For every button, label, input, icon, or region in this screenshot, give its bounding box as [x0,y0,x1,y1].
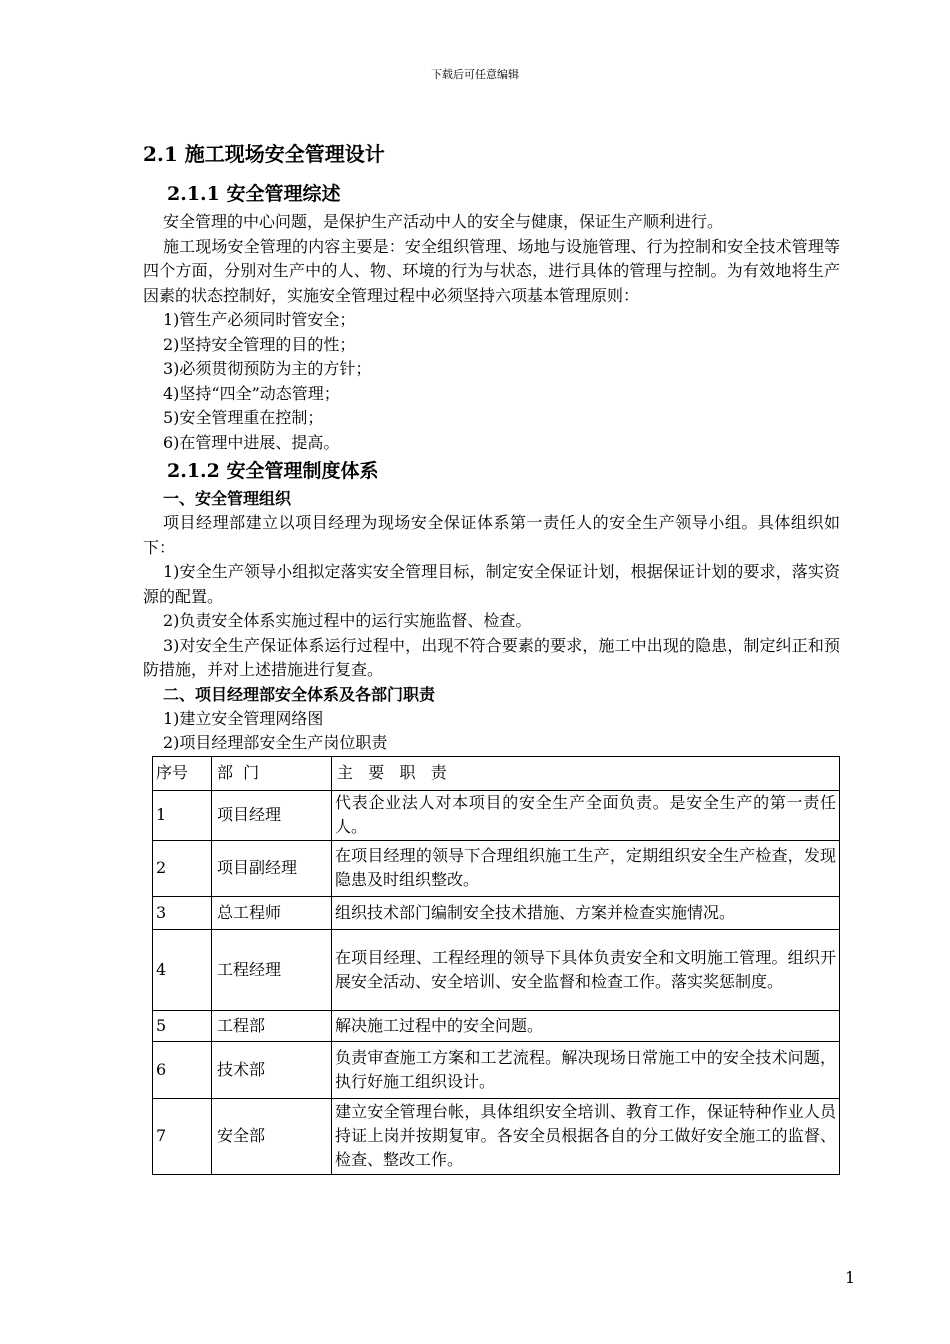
row-department: 项目副经理 [212,840,332,896]
header-duties: 主 要 职 责 [332,756,840,790]
part-title-organization: 一、安全管理组织 [163,489,292,508]
table-row [153,1010,840,1041]
part-title-responsibilities: 二、项目经理部安全体系及各部门职责 [163,684,436,704]
principle-item: 6)在管理中进展、提高。 [163,432,340,452]
table-header-row [153,756,840,790]
row-department: 工程经理 [212,929,332,1010]
table-row [153,1098,840,1174]
responsibility-item: 1)建立安全管理网络图 [163,708,324,728]
row-department: 安全部 [212,1098,332,1174]
principle-item: 1)管生产必须同时管安全； [163,310,356,329]
row-duty: 代表企业法人对本项目的安全生产全面负责。是安全生产的第一责任人。 [332,790,840,840]
section-title: 2.1 施工现场安全管理设计 [143,142,385,166]
row-department: 总工程师 [212,896,332,929]
principle-item: 3)必须贯彻预防为主的方针； [163,359,372,378]
row-duty: 组织技术部门编制安全技术措施、方案并检查实施情况。 [332,896,840,929]
row-duty: 建立安全管理台帐，具体组织安全培训、教育工作，保证特种作业人员持证上岗并按期复审。各安全员根据各自的分工做好安全施工的监督、检查、整改工作。 [332,1098,840,1174]
row-number: 3 [153,896,212,929]
row-department: 工程部 [212,1010,332,1041]
paragraph-organization: 项目经理部建立以项目经理为现场安全保证体系第一责任人的安全生产领导小组。具体组织如下： [143,513,840,557]
row-duty: 在项目经理、工程经理的领导下具体负责安全和文明施工管理。组织开展安全活动、安全培训、安全监督和检查工作。落实奖惩制度。 [332,929,840,1010]
principle-item: 2)坚持安全管理的目的性； [163,334,356,354]
row-duty: 在项目经理的领导下合理组织施工生产，定期组织安全生产检查，发现隐患及时组织整改。 [332,840,840,896]
principle-item: 5)安全管理重在控制； [163,408,324,427]
header-note: 下载后可任意编辑 [431,68,519,81]
organization-item: 3)对安全生产保证体系运行过程中，出现不符合要素的要求，施工中出现的隐患，制定纠正和预防措施，并对上述措施进行复查。 [143,635,840,679]
subsection-title-overview: 2.1.1 安全管理综述 [167,183,341,205]
row-number: 2 [153,840,212,896]
organization-item: 1)安全生产领导小组拟定落实安全管理目标，制定安全保证计划，根据保证计划的要求，落实资源的配置。 [143,562,840,606]
row-department: 技术部 [212,1041,332,1098]
row-number: 1 [153,790,212,840]
header-department: 部 门 [212,756,332,790]
table-row [153,790,840,840]
subsection-title-system: 2.1.2 安全管理制度体系 [167,460,379,482]
table-row [153,929,840,1010]
paragraph-overview-2: 施工现场安全管理的内容主要是：安全组织管理、场地与设施管理、行为控制和安全技术管理等四个方面，分别对生产中的人、物、环境的行为与状态，进行具体的管理与控制。为有效地将生产因素的状态控制好，实施安全管理过程中必须坚持六项基本管理原则： [143,236,840,305]
row-number: 4 [153,929,212,1010]
row-number: 6 [153,1041,212,1098]
table-row [153,1041,840,1098]
table-row [153,896,840,929]
row-duty: 负责审查施工方案和工艺流程。解决现场日常施工中的安全技术问题，执行好施工组织设计。 [332,1041,840,1098]
paragraph-overview-1: 安全管理的中心问题，是保护生产活动中人的安全与健康，保证生产顺利进行。 [163,212,724,231]
organization-item: 2)负责安全体系实施过程中的运行实施监督、检查。 [163,611,532,630]
responsibility-item: 2)项目经理部安全生产岗位职责 [163,733,388,752]
table-row [153,840,840,896]
row-number: 5 [153,1010,212,1041]
row-duty: 解决施工过程中的安全问题。 [332,1010,840,1041]
header-number: 序号 [153,756,212,790]
row-department: 项目经理 [212,790,332,840]
row-number: 7 [153,1098,212,1174]
document-body [143,138,840,1175]
page-number: 1 [845,1268,856,1287]
duties-table [152,756,840,1175]
principle-item: 4)坚持“四全”动态管理； [163,383,340,403]
